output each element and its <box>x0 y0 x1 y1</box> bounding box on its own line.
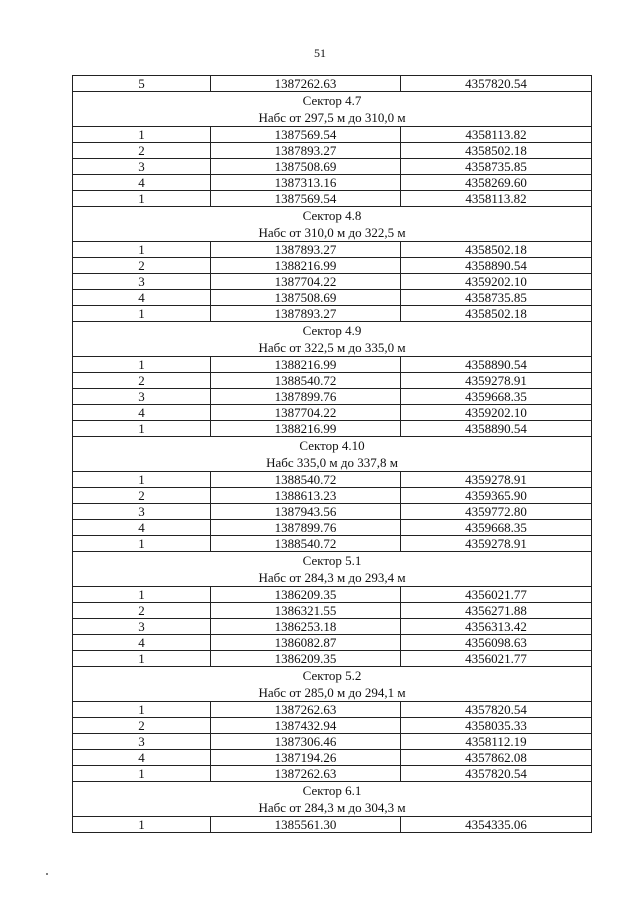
page-number: 51 <box>314 46 326 60</box>
x-coordinate-cell: 1388216.99 <box>211 357 401 373</box>
table-row <box>73 635 592 651</box>
y-coordinate-cell: 4358890.54 <box>401 357 592 373</box>
x-coordinate-cell: 1387262.63 <box>211 702 401 718</box>
table-row <box>73 520 592 536</box>
x-coordinate-cell: 1388540.72 <box>211 536 401 552</box>
table-row <box>73 619 592 635</box>
x-coordinate-cell: 1387899.76 <box>211 520 401 536</box>
sector-title: Сектор 4.9 <box>73 322 592 340</box>
sector-height-range: Набс от 322,5 м до 335,0 м <box>73 339 592 357</box>
x-coordinate-cell: 1386253.18 <box>211 619 401 635</box>
table-row <box>73 242 592 258</box>
point-number-cell: 4 <box>73 635 211 651</box>
point-number-cell: 1 <box>73 242 211 258</box>
x-coordinate-cell: 1387704.22 <box>211 405 401 421</box>
sector-title-row <box>73 782 592 800</box>
sector-height-range: Набс 335,0 м до 337,8 м <box>73 454 592 472</box>
x-coordinate-cell: 1387893.27 <box>211 242 401 258</box>
point-number-cell: 1 <box>73 472 211 488</box>
sector-title-row <box>73 207 592 225</box>
point-number-cell: 4 <box>73 175 211 191</box>
sector-height-range: Набс от 285,0 м до 294,1 м <box>73 684 592 702</box>
y-coordinate-cell: 4358502.18 <box>401 143 592 159</box>
y-coordinate-cell: 4356021.77 <box>401 587 592 603</box>
point-number-cell: 1 <box>73 357 211 373</box>
y-coordinate-cell: 4358035.33 <box>401 718 592 734</box>
y-coordinate-cell: 4357820.54 <box>401 766 592 782</box>
x-coordinate-cell: 1386321.55 <box>211 603 401 619</box>
x-coordinate-cell: 1388540.72 <box>211 373 401 389</box>
x-coordinate-cell: 1387569.54 <box>211 127 401 143</box>
sector-height-range: Набс от 310,0 м до 322,5 м <box>73 224 592 242</box>
y-coordinate-cell: 4359772.80 <box>401 504 592 520</box>
point-number-cell: 1 <box>73 651 211 667</box>
x-coordinate-cell: 1387306.46 <box>211 734 401 750</box>
sector-height-range: Набс от 284,3 м до 293,4 м <box>73 569 592 587</box>
y-coordinate-cell: 4357862.08 <box>401 750 592 766</box>
table-row <box>73 734 592 750</box>
point-number-cell: 1 <box>73 191 211 207</box>
x-coordinate-cell: 1387943.56 <box>211 504 401 520</box>
table-row <box>73 421 592 437</box>
point-number-cell: 2 <box>73 488 211 504</box>
y-coordinate-cell: 4354335.06 <box>401 817 592 833</box>
point-number-cell: 3 <box>73 619 211 635</box>
x-coordinate-cell: 1388613.23 <box>211 488 401 504</box>
x-coordinate-cell: 1388216.99 <box>211 258 401 274</box>
point-number-cell: 1 <box>73 536 211 552</box>
table-row <box>73 718 592 734</box>
y-coordinate-cell: 4359278.91 <box>401 536 592 552</box>
table-row <box>73 405 592 421</box>
point-number-cell: 4 <box>73 290 211 306</box>
table-row <box>73 817 592 833</box>
point-number-cell: 3 <box>73 274 211 290</box>
x-coordinate-cell: 1387262.63 <box>211 76 401 92</box>
y-coordinate-cell: 4357820.54 <box>401 76 592 92</box>
sector-title: Сектор 5.2 <box>73 667 592 685</box>
table-row <box>73 766 592 782</box>
point-number-cell: 1 <box>73 127 211 143</box>
point-number-cell: 3 <box>73 734 211 750</box>
y-coordinate-cell: 4359202.10 <box>401 405 592 421</box>
sector-title: Сектор 5.1 <box>73 552 592 570</box>
sector-title: Сектор 4.10 <box>73 437 592 455</box>
point-number-cell: 4 <box>73 405 211 421</box>
x-coordinate-cell: 1387893.27 <box>211 143 401 159</box>
coordinates-table <box>72 75 592 833</box>
table-row <box>73 175 592 191</box>
x-coordinate-cell: 1387704.22 <box>211 274 401 290</box>
sector-title: Сектор 4.8 <box>73 207 592 225</box>
table-row <box>73 306 592 322</box>
table-row <box>73 702 592 718</box>
x-coordinate-cell: 1387508.69 <box>211 159 401 175</box>
sector-height-range: Набс от 284,3 м до 304,3 м <box>73 799 592 817</box>
point-number-cell: 4 <box>73 750 211 766</box>
sector-range-row <box>73 454 592 472</box>
x-coordinate-cell: 1388216.99 <box>211 421 401 437</box>
table-row <box>73 389 592 405</box>
x-coordinate-cell: 1387432.94 <box>211 718 401 734</box>
point-number-cell: 1 <box>73 702 211 718</box>
y-coordinate-cell: 4359202.10 <box>401 274 592 290</box>
point-number-cell: 3 <box>73 389 211 405</box>
table-row <box>73 127 592 143</box>
point-number-cell: 3 <box>73 159 211 175</box>
y-coordinate-cell: 4358502.18 <box>401 242 592 258</box>
sector-title-row <box>73 322 592 340</box>
sector-title-row <box>73 552 592 570</box>
y-coordinate-cell: 4356021.77 <box>401 651 592 667</box>
table-row <box>73 587 592 603</box>
x-coordinate-cell: 1388540.72 <box>211 472 401 488</box>
scan-speck <box>46 873 48 875</box>
sector-title-row <box>73 92 592 110</box>
table-row <box>73 504 592 520</box>
y-coordinate-cell: 4359668.35 <box>401 520 592 536</box>
y-coordinate-cell: 4359668.35 <box>401 389 592 405</box>
point-number-cell: 4 <box>73 520 211 536</box>
y-coordinate-cell: 4358269.60 <box>401 175 592 191</box>
y-coordinate-cell: 4358112.19 <box>401 734 592 750</box>
y-coordinate-cell: 4358502.18 <box>401 306 592 322</box>
table-row <box>73 472 592 488</box>
x-coordinate-cell: 1387893.27 <box>211 306 401 322</box>
x-coordinate-cell: 1387262.63 <box>211 766 401 782</box>
sector-title: Сектор 6.1 <box>73 782 592 800</box>
x-coordinate-cell: 1387194.26 <box>211 750 401 766</box>
y-coordinate-cell: 4358113.82 <box>401 127 592 143</box>
sector-range-row <box>73 224 592 242</box>
table-row <box>73 76 592 92</box>
table-row <box>73 488 592 504</box>
y-coordinate-cell: 4357820.54 <box>401 702 592 718</box>
point-number-cell: 2 <box>73 603 211 619</box>
x-coordinate-cell: 1387569.54 <box>211 191 401 207</box>
x-coordinate-cell: 1385561.30 <box>211 817 401 833</box>
table-row <box>73 373 592 389</box>
point-number-cell: 5 <box>73 76 211 92</box>
y-coordinate-cell: 4356098.63 <box>401 635 592 651</box>
point-number-cell: 1 <box>73 817 211 833</box>
table-row <box>73 290 592 306</box>
table-row <box>73 258 592 274</box>
coordinates-table-body <box>73 76 592 833</box>
point-number-cell: 3 <box>73 504 211 520</box>
table-row <box>73 159 592 175</box>
y-coordinate-cell: 4359278.91 <box>401 373 592 389</box>
point-number-cell: 1 <box>73 587 211 603</box>
table-row <box>73 357 592 373</box>
y-coordinate-cell: 4359365.90 <box>401 488 592 504</box>
y-coordinate-cell: 4356271.88 <box>401 603 592 619</box>
point-number-cell: 1 <box>73 766 211 782</box>
sector-range-row <box>73 339 592 357</box>
y-coordinate-cell: 4359278.91 <box>401 472 592 488</box>
y-coordinate-cell: 4358890.54 <box>401 421 592 437</box>
table-row <box>73 603 592 619</box>
point-number-cell: 2 <box>73 143 211 159</box>
point-number-cell: 1 <box>73 421 211 437</box>
sector-title-row <box>73 667 592 685</box>
table-row <box>73 143 592 159</box>
point-number-cell: 2 <box>73 258 211 274</box>
table-row <box>73 651 592 667</box>
point-number-cell: 2 <box>73 718 211 734</box>
x-coordinate-cell: 1387899.76 <box>211 389 401 405</box>
y-coordinate-cell: 4358735.85 <box>401 290 592 306</box>
point-number-cell: 2 <box>73 373 211 389</box>
table-row <box>73 191 592 207</box>
sector-title: Сектор 4.7 <box>73 92 592 110</box>
sector-title-row <box>73 437 592 455</box>
table-row <box>73 750 592 766</box>
sector-height-range: Набс от 297,5 м до 310,0 м <box>73 109 592 127</box>
x-coordinate-cell: 1386209.35 <box>211 651 401 667</box>
y-coordinate-cell: 4358113.82 <box>401 191 592 207</box>
sector-range-row <box>73 569 592 587</box>
table-row <box>73 536 592 552</box>
sector-range-row <box>73 684 592 702</box>
sector-range-row <box>73 799 592 817</box>
x-coordinate-cell: 1387508.69 <box>211 290 401 306</box>
x-coordinate-cell: 1386082.87 <box>211 635 401 651</box>
table-row <box>73 274 592 290</box>
point-number-cell: 1 <box>73 306 211 322</box>
sector-range-row <box>73 109 592 127</box>
x-coordinate-cell: 1386209.35 <box>211 587 401 603</box>
y-coordinate-cell: 4358735.85 <box>401 159 592 175</box>
y-coordinate-cell: 4358890.54 <box>401 258 592 274</box>
y-coordinate-cell: 4356313.42 <box>401 619 592 635</box>
x-coordinate-cell: 1387313.16 <box>211 175 401 191</box>
